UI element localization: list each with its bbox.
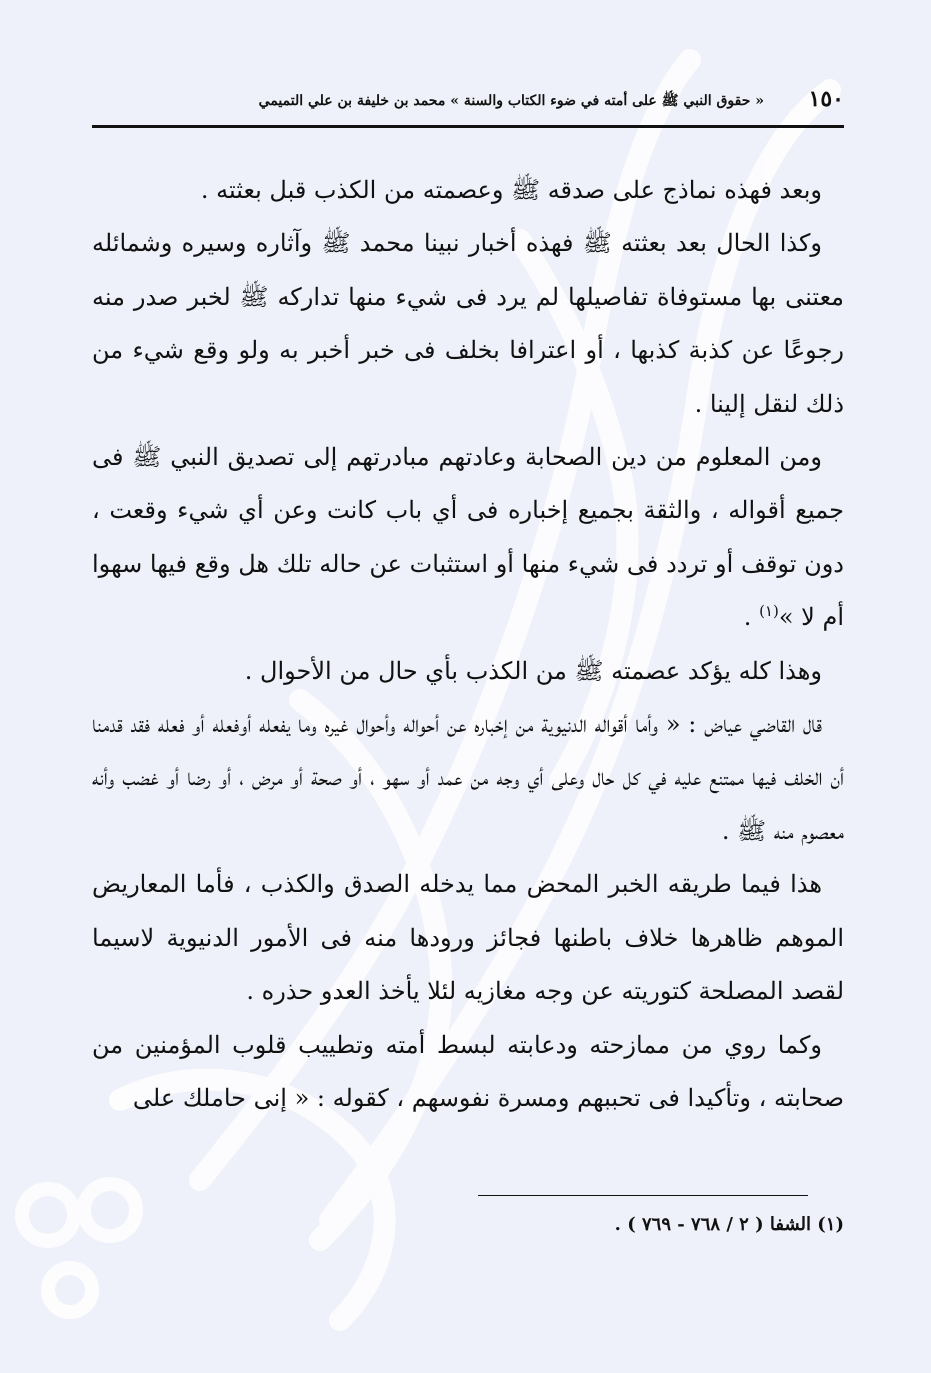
- paragraph: [92, 431, 844, 645]
- paragraph: قال القاضي عياض : « وأما أقواله الدنيوية من إخباره عن أحواله وأحوال غيره وما يفعله أوفعله أو فعله فقد قدمنا أن الخلف فيها ممتنع عليه في كل حال وعلى أي وجه من عمد أو سهو ، أو صحة أو مرض ، أو رضا أو غضب وأنه معصوم منه ﷺ .: [92, 710, 844, 845]
- paragraph: وكذا الحال بعد بعثته ﷺ فهذه أخبار نبينا محمد ﷺ وآثاره وسيره وشمائله معتنى بها مستوفاة تفاصيلها لم يرد فى شيء منها تداركه ﷺ لخبر صدر منه رجوعًا عن كذبة كذبها ، أو اعترافا بخلف فى خبر أخبر به ولو وقع شيء من ذلك لنقل إلينا .: [92, 229, 844, 418]
- paragraph: وهذا كله يؤكد عصمته ﷺ من الكذب بأي حال من الأحوال .: [244, 656, 822, 685]
- page-header: [92, 86, 844, 124]
- footnote-rule: [478, 1195, 808, 1196]
- paragraph: وكما روي من ممازحته ودعابته لبسط أمته وتطييب قلوب المؤمنين من صحابته ، وتأكيدا فى تحببهم ومسرة نفوسهم ، كقوله : « إنى حاملك على: [92, 1030, 844, 1112]
- paragraph: وبعد فهذه نماذج على صدقه ﷺ وعصمته من الكذب قبل بعثته .: [200, 176, 822, 204]
- page-number: ١٥٠: [808, 86, 844, 112]
- body-text: [92, 164, 844, 1125]
- footnote-reference[interactable]: (١): [759, 602, 779, 621]
- paragraph-end: .: [743, 603, 760, 632]
- header-rule: [92, 125, 844, 128]
- paragraph: هذا فيما طريقه الخبر المحض مما يدخله الصدق والكذب ، فأما المعاريض الموهم ظاهرها خلاف باطنها فجائز ورودها منه فى الأمور الدنيوية لاسيما لقصد المصلحة كتوريته عن وجه مغازيه لئلا يأخذ العدو حذره .: [92, 870, 844, 1006]
- paragraph-text: ومن المعلوم من دين الصحابة وعادتهم مبادرتهم إلى تصديق النبي ﷺ فى جميع أقواله ، والثقة بجميع إخباره فى أي باب كانت وعن أي شيء وقعت ، دون توقف أو تردد فى شيء منها أو استثبات عن حاله تلك هل وقع فيها سهوا أم لا »: [92, 443, 844, 632]
- running-title: « حقوق النبي ﷺ على أمته في ضوء الكتاب والسنة » محمد بن خليفة بن علي التميمي: [258, 93, 764, 109]
- footnote: (١) الشفا ( ٢ / ٧٦٨ - ٧٦٩ ) .: [614, 1214, 844, 1235]
